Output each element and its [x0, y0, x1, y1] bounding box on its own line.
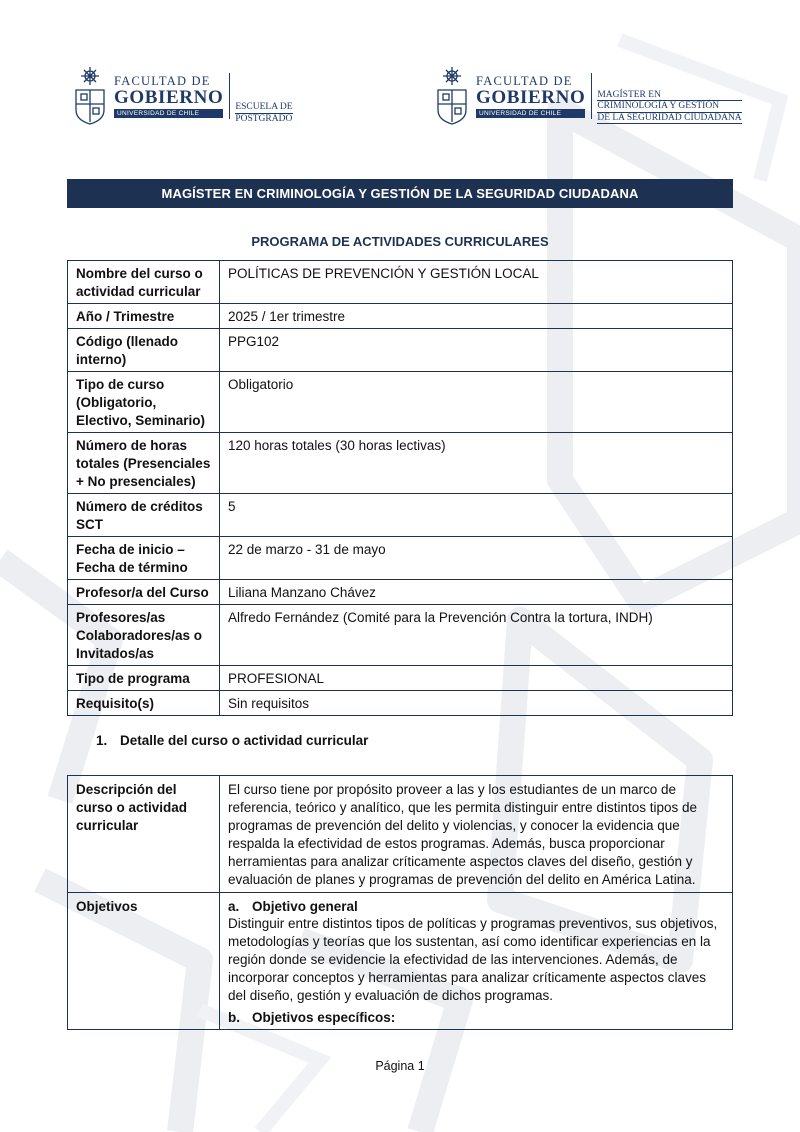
specific-objectives-heading	[228, 1009, 724, 1026]
row-value: Liliana Manzano Chávez	[220, 580, 733, 605]
description-text: El curso tiene por propósito proveer a las y los estudiantes de un marco de referencia, teórico y analítico, que les permita distinguir entre distintos tipos de programas de prevención del delito y violencias, y conocer la evidencia que respalda la efectividad de estos programas. Además, busca proporcionar herramientas para analizar críticamente aspectos claves del diseño, gestión y evaluación de planes y programas de prevención del delito en América Latina.	[228, 782, 697, 887]
objectives-label: Objetivos	[68, 893, 220, 1030]
row-value: POLÍTICAS DE PREVENCIÓN Y GESTIÓN LOCAL	[220, 261, 733, 304]
university-crest-icon	[72, 66, 108, 126]
row-value: Obligatorio	[220, 372, 733, 433]
row-value: Alfredo Fernández (Comité para la Prevención Contra la tortura, INDH)	[220, 605, 733, 666]
row-value: 120 horas totales (30 horas lectivas)	[220, 433, 733, 494]
row-value: PPG102	[220, 329, 733, 372]
logo-sub-line2: POSTGRADO	[235, 113, 293, 124]
row-label: Nombre del curso o actividad curricular	[68, 261, 220, 304]
row-label: Tipo de curso (Obligatorio, Electivo, Seminario)	[68, 372, 220, 433]
general-objective-heading	[228, 898, 724, 915]
logo-separator	[591, 73, 592, 119]
table-row	[68, 893, 733, 1030]
course-detail-table	[67, 775, 733, 1030]
table-row	[68, 261, 733, 304]
logo-university: UNIVERSIDAD DE CHILE	[476, 109, 585, 118]
objectives-cell	[220, 893, 733, 1030]
table-row	[68, 666, 733, 691]
logo-faculty-line2: GOBIERNO	[114, 86, 224, 108]
table-row	[68, 537, 733, 580]
logo-faculty-line1: FACULTAD DE	[114, 73, 211, 88]
logo-sub-line1: ESCUELA DE	[235, 102, 293, 112]
logo-faculty-line1: FACULTAD DE	[476, 73, 573, 88]
section-title: Detalle del curso o actividad curricular	[120, 733, 369, 748]
row-label: Código (llenado interno)	[68, 329, 220, 372]
row-value: 5	[220, 494, 733, 537]
table-row	[68, 433, 733, 494]
table-row	[68, 691, 733, 716]
row-label: Número de horas totales (Presenciales + No presenciales)	[68, 433, 220, 494]
table-row	[68, 329, 733, 372]
page-number: Página 1	[375, 1059, 425, 1073]
logo-separator	[229, 73, 230, 119]
general-objective-text: Distinguir entre distintos tipos de políticas y programas preventivos, sus objetivos, metodologías y teorías que los sustentan, así como identificar experiencias en la región donde se evidencie la efectividad de las intervenciones. Además, de incorporar conceptos y herramientas para analizar críticamente aspectos claves del diseño, gestión y evaluación de dichos programas.	[228, 916, 718, 1003]
row-label: Requisito(s)	[68, 691, 220, 716]
row-label: Fecha de inicio – Fecha de término	[68, 537, 220, 580]
general-objective-letter: a.	[228, 899, 240, 914]
logo-sub-line1: MAGÍSTER EN	[597, 90, 741, 102]
row-label: Año / Trimestre	[68, 304, 220, 329]
university-crest-icon	[434, 66, 470, 126]
table-row	[68, 605, 733, 666]
logo-subunit	[235, 102, 292, 124]
logo-sub-line3: DE LA SEGURIDAD CIUDADANA	[597, 112, 742, 123]
specific-objectives-letter: b.	[228, 1010, 240, 1025]
row-label: Tipo de programa	[68, 666, 220, 691]
row-value: Sin requisitos	[220, 691, 733, 716]
description-cell	[220, 776, 733, 893]
general-objective-title: Objetivo general	[252, 899, 358, 914]
logo-subunit	[597, 90, 741, 125]
row-value: PROFESIONAL	[220, 666, 733, 691]
section-heading	[96, 733, 368, 748]
table-row	[68, 494, 733, 537]
program-banner: MAGÍSTER EN CRIMINOLOGÍA Y GESTIÓN DE LA SEGURIDAD CIUDADANA	[67, 179, 733, 208]
specific-objectives-title: Objetivos específicos:	[252, 1010, 396, 1025]
logo-magister	[434, 66, 742, 126]
logo-faculty-line2: GOBIERNO	[476, 86, 586, 108]
logo-sub-line2: CRIMINOLOGÍA Y GESTIÓN	[597, 101, 741, 113]
table-row	[68, 372, 733, 433]
row-label: Número de créditos SCT	[68, 494, 220, 537]
course-info-table	[67, 260, 733, 716]
logo-escuela-postgrado	[72, 66, 293, 126]
row-value: 22 de marzo - 31 de mayo	[220, 537, 733, 580]
row-value: 2025 / 1er trimestre	[220, 304, 733, 329]
description-label: Descripción del curso o actividad curricular	[68, 776, 220, 893]
logo-university: UNIVERSIDAD DE CHILE	[114, 109, 223, 118]
row-label: Profesor/a del Curso	[68, 580, 220, 605]
table-row	[68, 304, 733, 329]
row-label: Profesores/as Colaboradores/as o Invitados/as	[68, 605, 220, 666]
document-subheading: PROGRAMA DE ACTIVIDADES CURRICULARES	[251, 234, 549, 249]
table-row	[68, 580, 733, 605]
table-row	[68, 776, 733, 893]
section-number: 1.	[96, 733, 108, 748]
